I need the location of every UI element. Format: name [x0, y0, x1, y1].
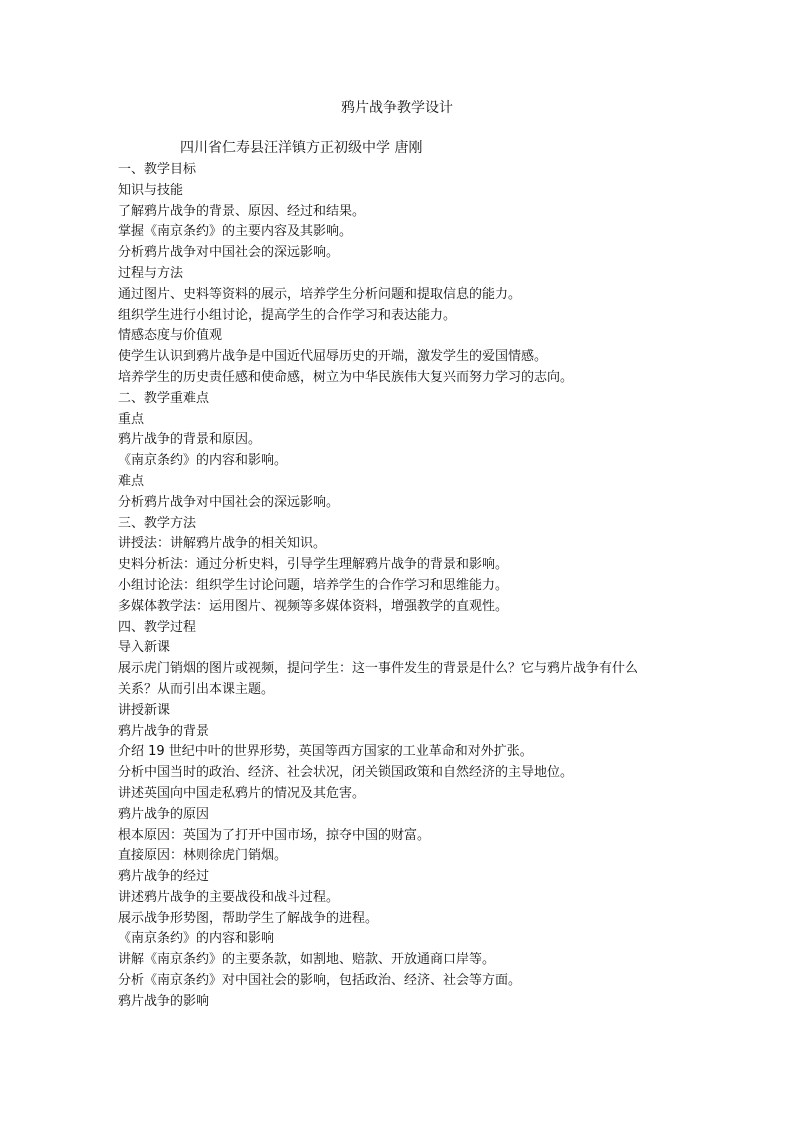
- text-line: 《南京条约》的内容和影响: [118, 931, 275, 947]
- text-line: 鸦片战争的原因: [118, 806, 210, 822]
- text-line: 情感态度与价值观: [118, 328, 223, 344]
- text-line: 分析鸦片战争对中国社会的深远影响。: [118, 245, 340, 261]
- text-line: 根本原因：英国为了打开中国市场，掠夺中国的财富。: [118, 827, 431, 843]
- text-line: 三、教学方法: [118, 515, 197, 531]
- text-line: 关系？从而引出本课主题。: [118, 681, 275, 697]
- text-line: 导入新课: [118, 640, 171, 656]
- text-line: 讲述鸦片战争的主要战役和战斗过程。: [118, 889, 340, 905]
- text-line: 掌握《南京条约》的主要内容及其影响。: [118, 224, 353, 240]
- text-line: 鸦片战争的经过: [118, 869, 210, 885]
- text-line: 展示战争形势图，帮助学生了解战争的进程。: [118, 910, 379, 926]
- text-line: 一、教学目标: [118, 162, 197, 177]
- text-line: 使学生认识到鸦片战争是中国近代屈辱历史的开端，激发学生的爱国情感。: [118, 349, 548, 365]
- text-line: 史料分析法：通过分析史料，引导学生理解鸦片战争的背景和影响。: [118, 557, 509, 573]
- text-line: 多媒体教学法：运用图片、视频等多媒体资料，增强教学的直观性。: [118, 598, 509, 614]
- text-line: 鸦片战争的背景和原因。: [118, 432, 262, 448]
- text-line: 二、教学重难点: [118, 390, 210, 406]
- text-line: 展示虎门销烟的图片或视频，提问学生：这一事件发生的背景是什么？它与鸦片战争有什么: [118, 661, 639, 677]
- text-line: 鸦片战争的背景: [118, 723, 210, 739]
- text-line: 介绍 19 世纪中叶的世界形势，英国等西方国家的工业革命和对外扩张。: [118, 744, 533, 760]
- text-line: 《南京条约》的内容和影响。: [118, 453, 288, 469]
- text-line: 讲述英国向中国走私鸦片的情况及其危害。: [118, 785, 366, 801]
- text-line: 知识与技能: [118, 182, 184, 198]
- text-line: 通过图片、史料等资料的展示，培养学生分析问题和提取信息的能力。: [118, 286, 522, 302]
- text-line: 四、教学过程: [118, 619, 197, 635]
- text-line: 鸦片战争的影响: [118, 993, 210, 1009]
- text-line: 小组讨论法：组织学生讨论问题，培养学生的合作学习和思维能力。: [118, 577, 509, 593]
- text-line: 讲授法：讲解鸦片战争的相关知识。: [118, 536, 327, 552]
- text-line: 分析鸦片战争对中国社会的深远影响。: [118, 494, 340, 510]
- text-line: 难点: [118, 473, 145, 489]
- text-line: 组织学生进行小组讨论，提高学生的合作学习和表达能力。: [118, 307, 457, 323]
- text-line: 讲解《南京条约》的主要条款，如割地、赔款、开放通商口岸等。: [118, 952, 496, 968]
- text-line: 过程与方法: [118, 265, 184, 281]
- author-byline: 四川省仁寿县汪洋镇方正初级中学 唐刚: [180, 140, 423, 156]
- text-line: 培养学生的历史责任感和使命感，树立为中华民族伟大复兴而努力学习的志向。: [118, 369, 574, 385]
- document-body: [118, 160, 678, 1013]
- text-line: 分析中国当时的政治、经济、社会状况，闭关锁国政策和自然经济的主导地位。: [118, 765, 574, 781]
- text-line: 分析《南京条约》对中国社会的影响，包括政治、经济、社会等方面。: [118, 973, 522, 989]
- text-line: 讲授新课: [118, 702, 171, 718]
- text-line: 重点: [118, 411, 145, 427]
- text-line: 了解鸦片战争的背景、原因、经过和结果。: [118, 203, 366, 219]
- document-title: 鸦片战争教学设计: [341, 100, 453, 116]
- text-line: 直接原因：林则徐虎门销烟。: [118, 848, 288, 864]
